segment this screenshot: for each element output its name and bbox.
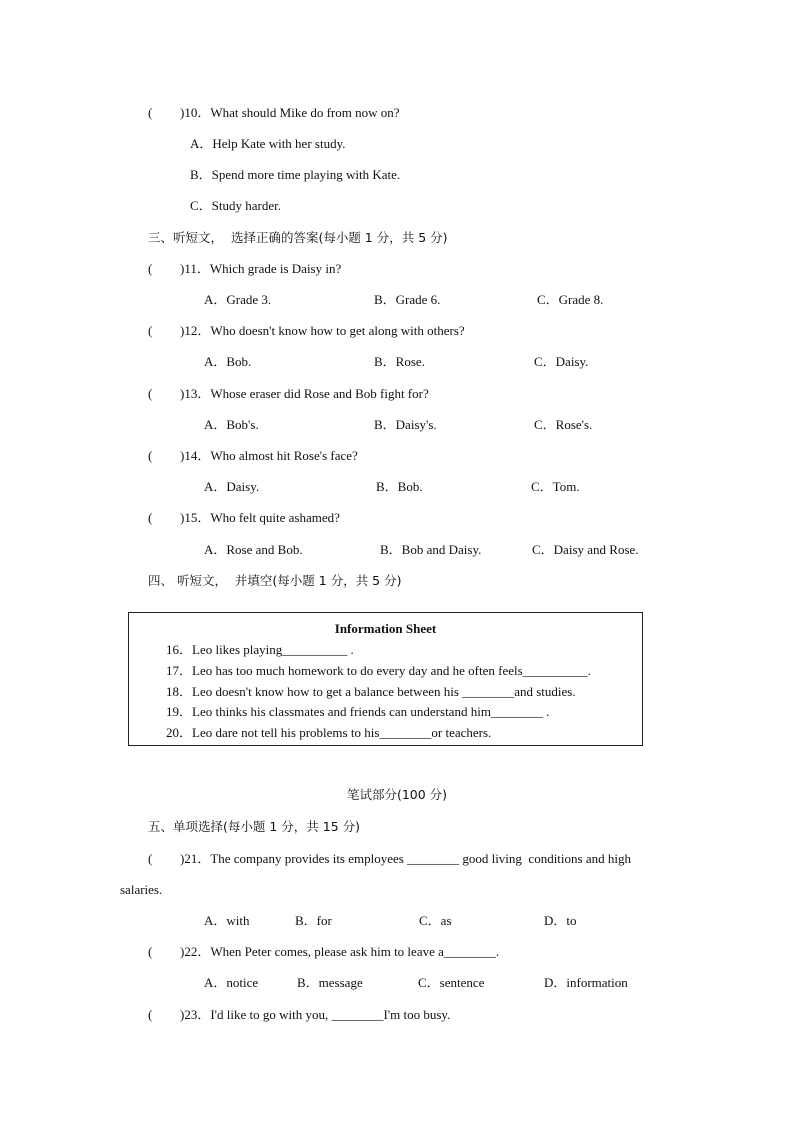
q22-option-b: B．message — [297, 975, 363, 990]
q13-option-c: C．Rose's. — [534, 417, 593, 432]
question-10-text: )10．What should Mike do from now on? — [180, 105, 400, 120]
section-4-heading: 四、 听短文， 并填空(每小题 1 分，共 5 分) — [148, 573, 402, 588]
q21-option-c: C．as — [419, 913, 452, 928]
question-14-text: )14．Who almost hit Rose's face? — [180, 448, 358, 463]
q12-option-c: C．Daisy. — [534, 354, 589, 369]
question-11-text: )11．Which grade is Daisy in? — [180, 261, 342, 276]
info-line-19: 19．Leo thinks his classmates and friends can understand him________ . — [166, 704, 550, 719]
question-23-text: )23．I'd like to go with you, ________I'm too busy. — [180, 1007, 451, 1022]
info-line-20: 20．Leo dare not tell his problems to his________or teachers. — [166, 725, 492, 740]
answer-paren-23: ( — [148, 1007, 153, 1022]
q10-option-b: B．Spend more time playing with Kate. — [190, 167, 401, 182]
q14-option-c: C．Tom. — [531, 479, 580, 494]
question-13-text: )13．Whose eraser did Rose and Bob fight for? — [180, 386, 429, 401]
info-line-16: 16．Leo likes playing__________ . — [166, 642, 354, 657]
q22-option-d: D．information — [544, 975, 628, 990]
answer-paren-22: ( — [148, 944, 153, 959]
section-5-heading: 五、单项选择(每小题 1 分，共 15 分) — [148, 819, 361, 834]
q14-option-b: B．Bob. — [376, 479, 423, 494]
answer-paren-12: ( — [148, 323, 153, 338]
question-21-continuation: salaries. — [120, 882, 163, 897]
answer-paren-13: ( — [148, 386, 153, 401]
q15-option-b: B．Bob and Daisy. — [380, 542, 482, 557]
question-15-text: )15．Who felt quite ashamed? — [180, 510, 340, 525]
info-line-17: 17．Leo has too much homework to do every day and he often feels__________. — [166, 663, 591, 678]
q22-option-c: C．sentence — [418, 975, 485, 990]
answer-paren-15: ( — [148, 510, 153, 525]
information-sheet-title: Information Sheet — [334, 621, 437, 636]
q10-option-a: A．Help Kate with her study. — [190, 136, 346, 151]
q10-option-c: C．Study harder. — [190, 198, 281, 213]
q21-option-d: D．to — [544, 913, 577, 928]
q11-option-b: B．Grade 6. — [374, 292, 441, 307]
q15-option-a: A．Rose and Bob. — [204, 542, 303, 557]
written-part-title: 笔试部分(100 分) — [346, 787, 448, 802]
information-sheet-box — [128, 612, 643, 746]
q12-option-a: A．Bob. — [204, 354, 252, 369]
q12-option-b: B．Rose. — [374, 354, 425, 369]
q11-option-a: A．Grade 3. — [204, 292, 272, 307]
q15-option-c: C．Daisy and Rose. — [532, 542, 639, 557]
answer-paren-21: ( — [148, 851, 153, 866]
answer-paren-10: ( — [148, 105, 153, 120]
q22-option-a: A．notice — [204, 975, 259, 990]
question-12-text: )12．Who doesn't know how to get along with others? — [180, 323, 465, 338]
question-22-text: )22．When Peter comes, please ask him to leave a________. — [180, 944, 500, 959]
info-line-18: 18．Leo doesn't know how to get a balance between his ________and studies. — [166, 684, 576, 699]
answer-paren-11: ( — [148, 261, 153, 276]
section-3-heading: 三、听短文， 选择正确的答案(每小题 1 分，共 5 分) — [148, 230, 448, 245]
q14-option-a: A．Daisy. — [204, 479, 260, 494]
question-21-text: )21．The company provides its employees ________ good living conditions and high — [180, 851, 631, 866]
q21-option-a: A．with — [204, 913, 250, 928]
q13-option-a: A．Bob's. — [204, 417, 259, 432]
q21-option-b: B．for — [295, 913, 332, 928]
q13-option-b: B．Daisy's. — [374, 417, 437, 432]
q11-option-c: C．Grade 8. — [537, 292, 604, 307]
answer-paren-14: ( — [148, 448, 153, 463]
